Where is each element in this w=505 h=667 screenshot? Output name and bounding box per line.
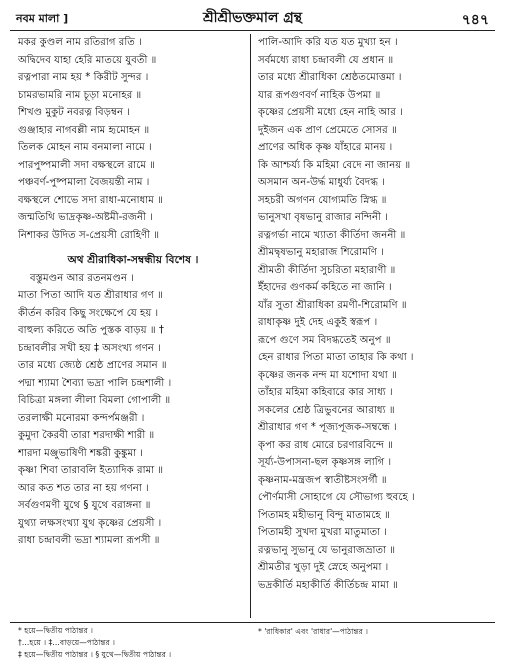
verse-line: তার মধ্যে শ্রীরাধিকা শ্রেষ্ঠতমোত্তমা । [258, 72, 402, 83]
footnotes-left [18, 625, 248, 661]
footnote: * 'রাধিকার' এবং 'রাধার'—পাঠান্তর । [258, 627, 368, 636]
verse-line: যাঁর সুতা শ্রীরাধিকা রমণী-শিরোমণি ॥ [258, 299, 407, 311]
footnote: ‡ হয়ে—দ্বিতীয় পাঠান্তর । § যুথে—দ্বিতীয় পাঠান্তর । [18, 650, 172, 659]
verse-line: পারপুষ্পমালী সদা বক্ষস্থলে রামে ॥ [18, 159, 156, 171]
verse-line: নিশাকর উদিত স-প্রেয়সী রোহিণী ॥ [18, 229, 160, 241]
verse-line: ভদ্রকীর্তি মহাকীর্তি কীর্তিচন্দ্র মামা ॥ [258, 579, 398, 591]
verse-line: অসমান অন-উর্দ্ধ মাধুর্য্য বৈদগ্ধ । [258, 177, 385, 188]
verse-line: সকলের শ্রেষ্ঠ ত্রিভুবনের আরাধ্য ॥ [258, 404, 395, 416]
verse-line: বাহুল্য করিতে অতি পুস্তক বাড়য় ॥ † [18, 325, 164, 336]
verse-line: সহচরী অগণন যোগ্যমতি স্নিগ্ধ ॥ [258, 194, 387, 206]
section-heading: অথ শ্রীরাধিকা-সম্বন্ধীয় বিশেষ । [67, 254, 199, 266]
page-number: ৭৪৭ [461, 12, 489, 28]
verse-line: ভানুসখা বৃষভানু রাজার নন্দিনী । [258, 212, 388, 223]
verse-line: প্রাণের অধিক কৃষ্ণ যাঁহারে মানয় । [258, 142, 393, 153]
right-column [258, 34, 488, 594]
verse-line: শারদা মঞ্জুভাষিণী শঙ্করী কুঙ্কুমা । [18, 447, 144, 459]
verse-line: কৃষ্ণা শিবা তারাবলি ইত্যাদিক রামা ॥ [18, 465, 164, 476]
book-title: শ্রীশ্রীভক্তমাল গ্রন্থ [202, 10, 303, 26]
verse-line: তরলাক্ষী মনোরমা কন্দর্পমঞ্জরী । [18, 412, 145, 424]
verse-line: কি আশ্চর্য্য কি মহিমা বেদে না জানয় ॥ [258, 159, 411, 171]
verse-line: পঞ্চবর্ণ-পুষ্পমালা বৈজয়ন্তী নাম । [18, 177, 150, 188]
verse-line: অদ্বিদেব যাহা হেরি মাতয়ে যুবতী ॥ [18, 54, 157, 66]
verse-line: তাঁহার মহিমা কহিবারে কার সাধ্য । [258, 387, 393, 398]
verse-line: যার রূপগুণবর্ণ নাহিক উপমা ॥ [258, 89, 381, 101]
verse-line: পৌর্ণমাসী সোহাগে যে সৌভাগ্য হুবহে । [258, 492, 415, 503]
verse-line: যুথ্যা লক্ষসংখ্যা যুথ কৃষ্ণের প্রেয়সী । [18, 517, 162, 529]
verse-line: কুমুদা কৈরবী তারা শরদাক্ষী শারী ॥ [18, 430, 155, 441]
verse-line: রত্নপারা নাম হয় * কিরীট সুন্দর । [18, 72, 149, 83]
footnote-rule [10, 622, 495, 623]
verse-line: চন্দ্রাবলীর সখী হয় ‡ অসংখ্য গণন । [18, 342, 161, 354]
verse-line: হেন রাধার পিতা মাতা তাহার কি কথা । [258, 352, 414, 363]
verse-line: জন্মতিথি ভাদ্রকৃষ্ণ-অষ্টমী-রজনী । [18, 212, 153, 223]
verse-line: কৃপা কর রাধ মোরে চরণারবিন্দে ॥ [258, 439, 394, 451]
verse-line: আর কত শত তার না হয় গণনা । [18, 482, 149, 494]
verse-line: চামরভামরি নাম চূড়া মনোহর ॥ [18, 89, 142, 101]
left-column [18, 34, 248, 550]
verse-line: শ্রীমতী কীর্তিদা সুচরিতা মহারাণী ॥ [258, 264, 396, 276]
verse-line: রত্নগর্ভা নামে খ্যাতা কীর্তিদা জননী ॥ [258, 229, 406, 241]
verse-line: রূপে গুণে সম বিদগ্ধতেই অনুপ ॥ [258, 334, 391, 346]
verse-line: রাধাকৃষ্ণ দুই দেহ একুই স্বরূপ । [258, 317, 378, 328]
verse-line: কীর্তন করিব কিছু সংক্ষেপে যে হয় । [18, 307, 159, 319]
footnote: †…হয়ে । ‡…বাড়য়ে—পাঠান্তর । [18, 638, 115, 647]
verse-line: দুইজন এক প্রাণ প্রেমেতে সোসর ॥ [258, 124, 397, 136]
verse-line: কৃষ্ণের জনক নন্দ মা যশোদা যথা ॥ [258, 369, 397, 381]
verse-line: সর্বগুণমণী যুথে § যুথে বরাঙ্গনা ॥ [18, 500, 151, 511]
header-rule [10, 30, 495, 31]
verse-line: মকর কুণ্ডল নাম রতিরাগ রতি । [18, 37, 142, 48]
verse-line: পদ্মা শ্যামা শৈব্যা ভদ্রা পালি চন্দ্রশালী । [18, 377, 172, 389]
verse-line: শ্রীমদ্বৃষভানু মহারাজ শিরোমণি । [258, 247, 384, 258]
footnote: * হয়ে—দ্বিতীয় পাঠান্তর । [18, 626, 93, 635]
verse-line: মাতা পিতা আদি যত শ্রীরাধার গণ ॥ [18, 290, 163, 301]
verse-line: ইঁহাদের গুণকর্ম কহিতে না জানি । [258, 282, 392, 293]
verse-line: পিতামহী সুখদা মুখরা মাতুমাতা । [258, 527, 388, 538]
verse-line: বক্ষস্থলে শোভে সদা রাধা-মনোধাম ॥ [18, 194, 163, 206]
column-divider [250, 34, 251, 618]
verse-line: বিচিত্রা মঙ্গলা লীলা বিমলা গোপালী ॥ [18, 395, 171, 406]
verse-line: সূর্য্য-উপাসনা-ছল কৃষ্ণসঙ্গ লাগি । [258, 457, 392, 468]
verse-line: তার মধ্যে জ্যেষ্ঠ শ্রেষ্ঠ প্রাণের সমান ॥ [18, 360, 167, 371]
verse-line: শ্রীমতীর খুড়া দুই স্নেহে অনুপমা । [258, 562, 389, 573]
verse-line: গুঞ্জাহার নাগবল্লী নাম হৃমোহন ॥ [18, 124, 150, 136]
page-header [10, 6, 495, 32]
verse-line: শিখণ্ড মুকুট নবরত্ন বিড়ম্বন । [18, 107, 130, 118]
verse-line: শ্রীরাধার গণ * পূজ্যপূজক-সম্বন্ধে । [258, 422, 397, 433]
verse-line: রাধা চন্দ্রাবলী ভদ্রা শ্যামলা রূপসী ॥ [18, 535, 160, 546]
verse-line: সর্বমধ্যে রাধা চন্দ্রাবলী যে প্রধান ॥ [258, 54, 394, 66]
verse-line: কৃষ্ণের প্রেয়সী মধ্যে হেন নাহি আর । [258, 107, 403, 118]
verse-line: বস্তুমণ্ডন আর রতনমণ্ডন । [30, 272, 134, 284]
verse-line: কৃষ্ণনাম-মন্ত্রজপ স্বাতীষ্টসংসর্গী ॥ [258, 474, 387, 486]
verse-line: পালি-আদি করি যত যত মুখ্যা হন । [258, 37, 398, 48]
section-label: নবম মালা ] [16, 12, 69, 25]
footnotes-right [258, 626, 488, 638]
verse-line: তিলক মোহন নাম বনমালা নামে । [18, 142, 152, 153]
verse-line: রত্নভানু সুভানু যে ভানুরাজভ্রাতা ॥ [258, 544, 396, 556]
verse-line: পিতামহ মহীভানু বিন্দু মাতামহে ॥ [258, 509, 390, 521]
